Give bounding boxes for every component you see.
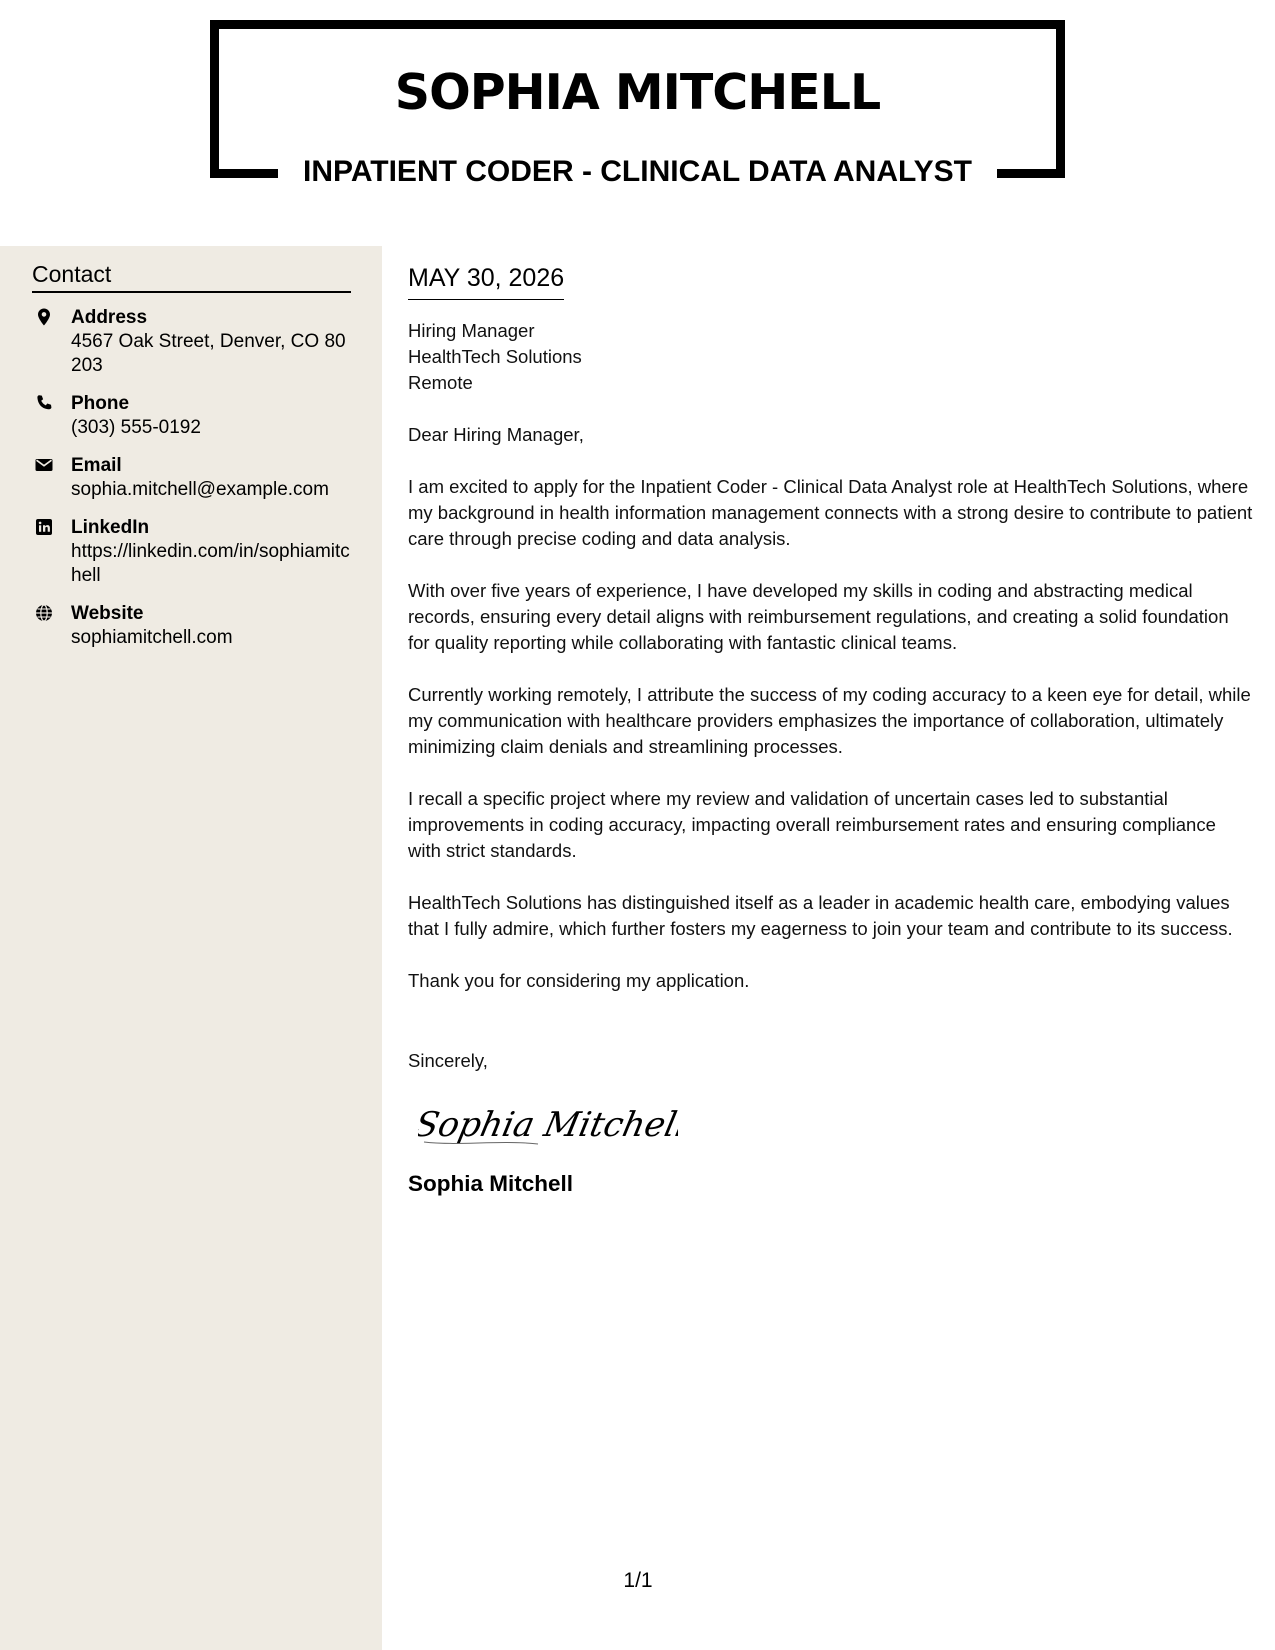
phone-icon	[34, 393, 54, 413]
recipient-block	[408, 318, 1253, 396]
location-pin-icon	[34, 307, 54, 327]
contact-label-linkedin: LinkedIn	[71, 517, 150, 538]
contact-label-phone: Phone	[71, 393, 130, 414]
contact-item-linkedin	[32, 516, 352, 588]
letter-paragraph: I recall a specific project where my review and validation of uncertain cases led to substantial improvements in coding accuracy, impacting overall reimbursement rates and ensuring compliance with strict standards.	[408, 788, 1216, 861]
contact-value-website[interactable]: sophiamitchell.com	[71, 627, 233, 648]
recipient-company: HealthTech Solutions	[408, 346, 582, 367]
letter-paragraph: HealthTech Solutions has distinguished itself as a leader in academic health care, embodying values that I fully admire, which further fosters my eagerness to join your team and contribute to its success.	[408, 892, 1233, 939]
contact-label-email: Email	[71, 455, 122, 476]
contact-label-website: Website	[71, 603, 144, 624]
email-icon	[34, 455, 54, 475]
handwritten-signature	[418, 1094, 678, 1154]
contact-item-website	[32, 602, 352, 650]
recipient-location: Remote	[408, 372, 473, 393]
contact-value-email: sophia.mitchell@example.com	[71, 479, 329, 500]
letter-paragraph: Currently working remotely, I attribute the success of my coding accuracy to a keen eye for detail, while my communication with healthcare providers emphasizes the importance of collaboration, ultimately minimizing claim denials and streamlining processes.	[408, 684, 1251, 757]
recipient-title: Hiring Manager	[408, 320, 535, 341]
letter-paragraph: I am excited to apply for the Inpatient Coder - Clinical Data Analyst role at HealthTech Solutions, where my background in health information management connects with a strong desire to contribute to patient care through precise coding and data analysis.	[408, 476, 1253, 549]
closing: Sincerely,	[408, 1050, 488, 1071]
contact-value-phone: (303) 555-0192	[71, 417, 201, 438]
signer-name: Sophia Mitchell	[408, 1171, 574, 1196]
contact-value-address: 4567 Oak Street, Denver, CO 80203	[71, 331, 346, 376]
letter-body	[408, 246, 1253, 1199]
job-title: INPATIENT CODER - CLINICAL DATA ANALYST	[303, 155, 972, 188]
page-number: 1/1	[623, 1569, 653, 1592]
applicant-name: SOPHIA MITCHELL	[394, 64, 881, 121]
contact-label-address: Address	[71, 307, 148, 328]
contact-item-phone	[32, 392, 352, 440]
contact-sidebar	[0, 246, 382, 1650]
contact-heading: Contact	[32, 260, 351, 293]
contact-item-address	[32, 306, 352, 378]
header-frame-top-border	[210, 20, 1065, 29]
contact-list	[32, 306, 352, 664]
svg-text:Sophia Mitchell: Sophia Mitchell	[418, 1105, 678, 1145]
letter-date: MAY 30, 2026	[408, 263, 564, 300]
globe-icon	[34, 603, 54, 623]
letter-paragraph: With over five years of experience, I have developed my skills in coding and abstracting medical records, ensuring every detail aligns with reimbursement regulations, and creating a solid foundation for quality reporting while collaborating with fantastic clinical teams.	[408, 580, 1229, 653]
letter-paragraph: Thank you for considering my application.	[408, 970, 750, 991]
linkedin-icon	[34, 517, 54, 537]
contact-value-linkedin[interactable]: https://linkedin.com/in/sophiamitchell	[71, 541, 350, 586]
salutation: Dear Hiring Manager,	[408, 424, 584, 445]
contact-item-email	[32, 454, 352, 502]
